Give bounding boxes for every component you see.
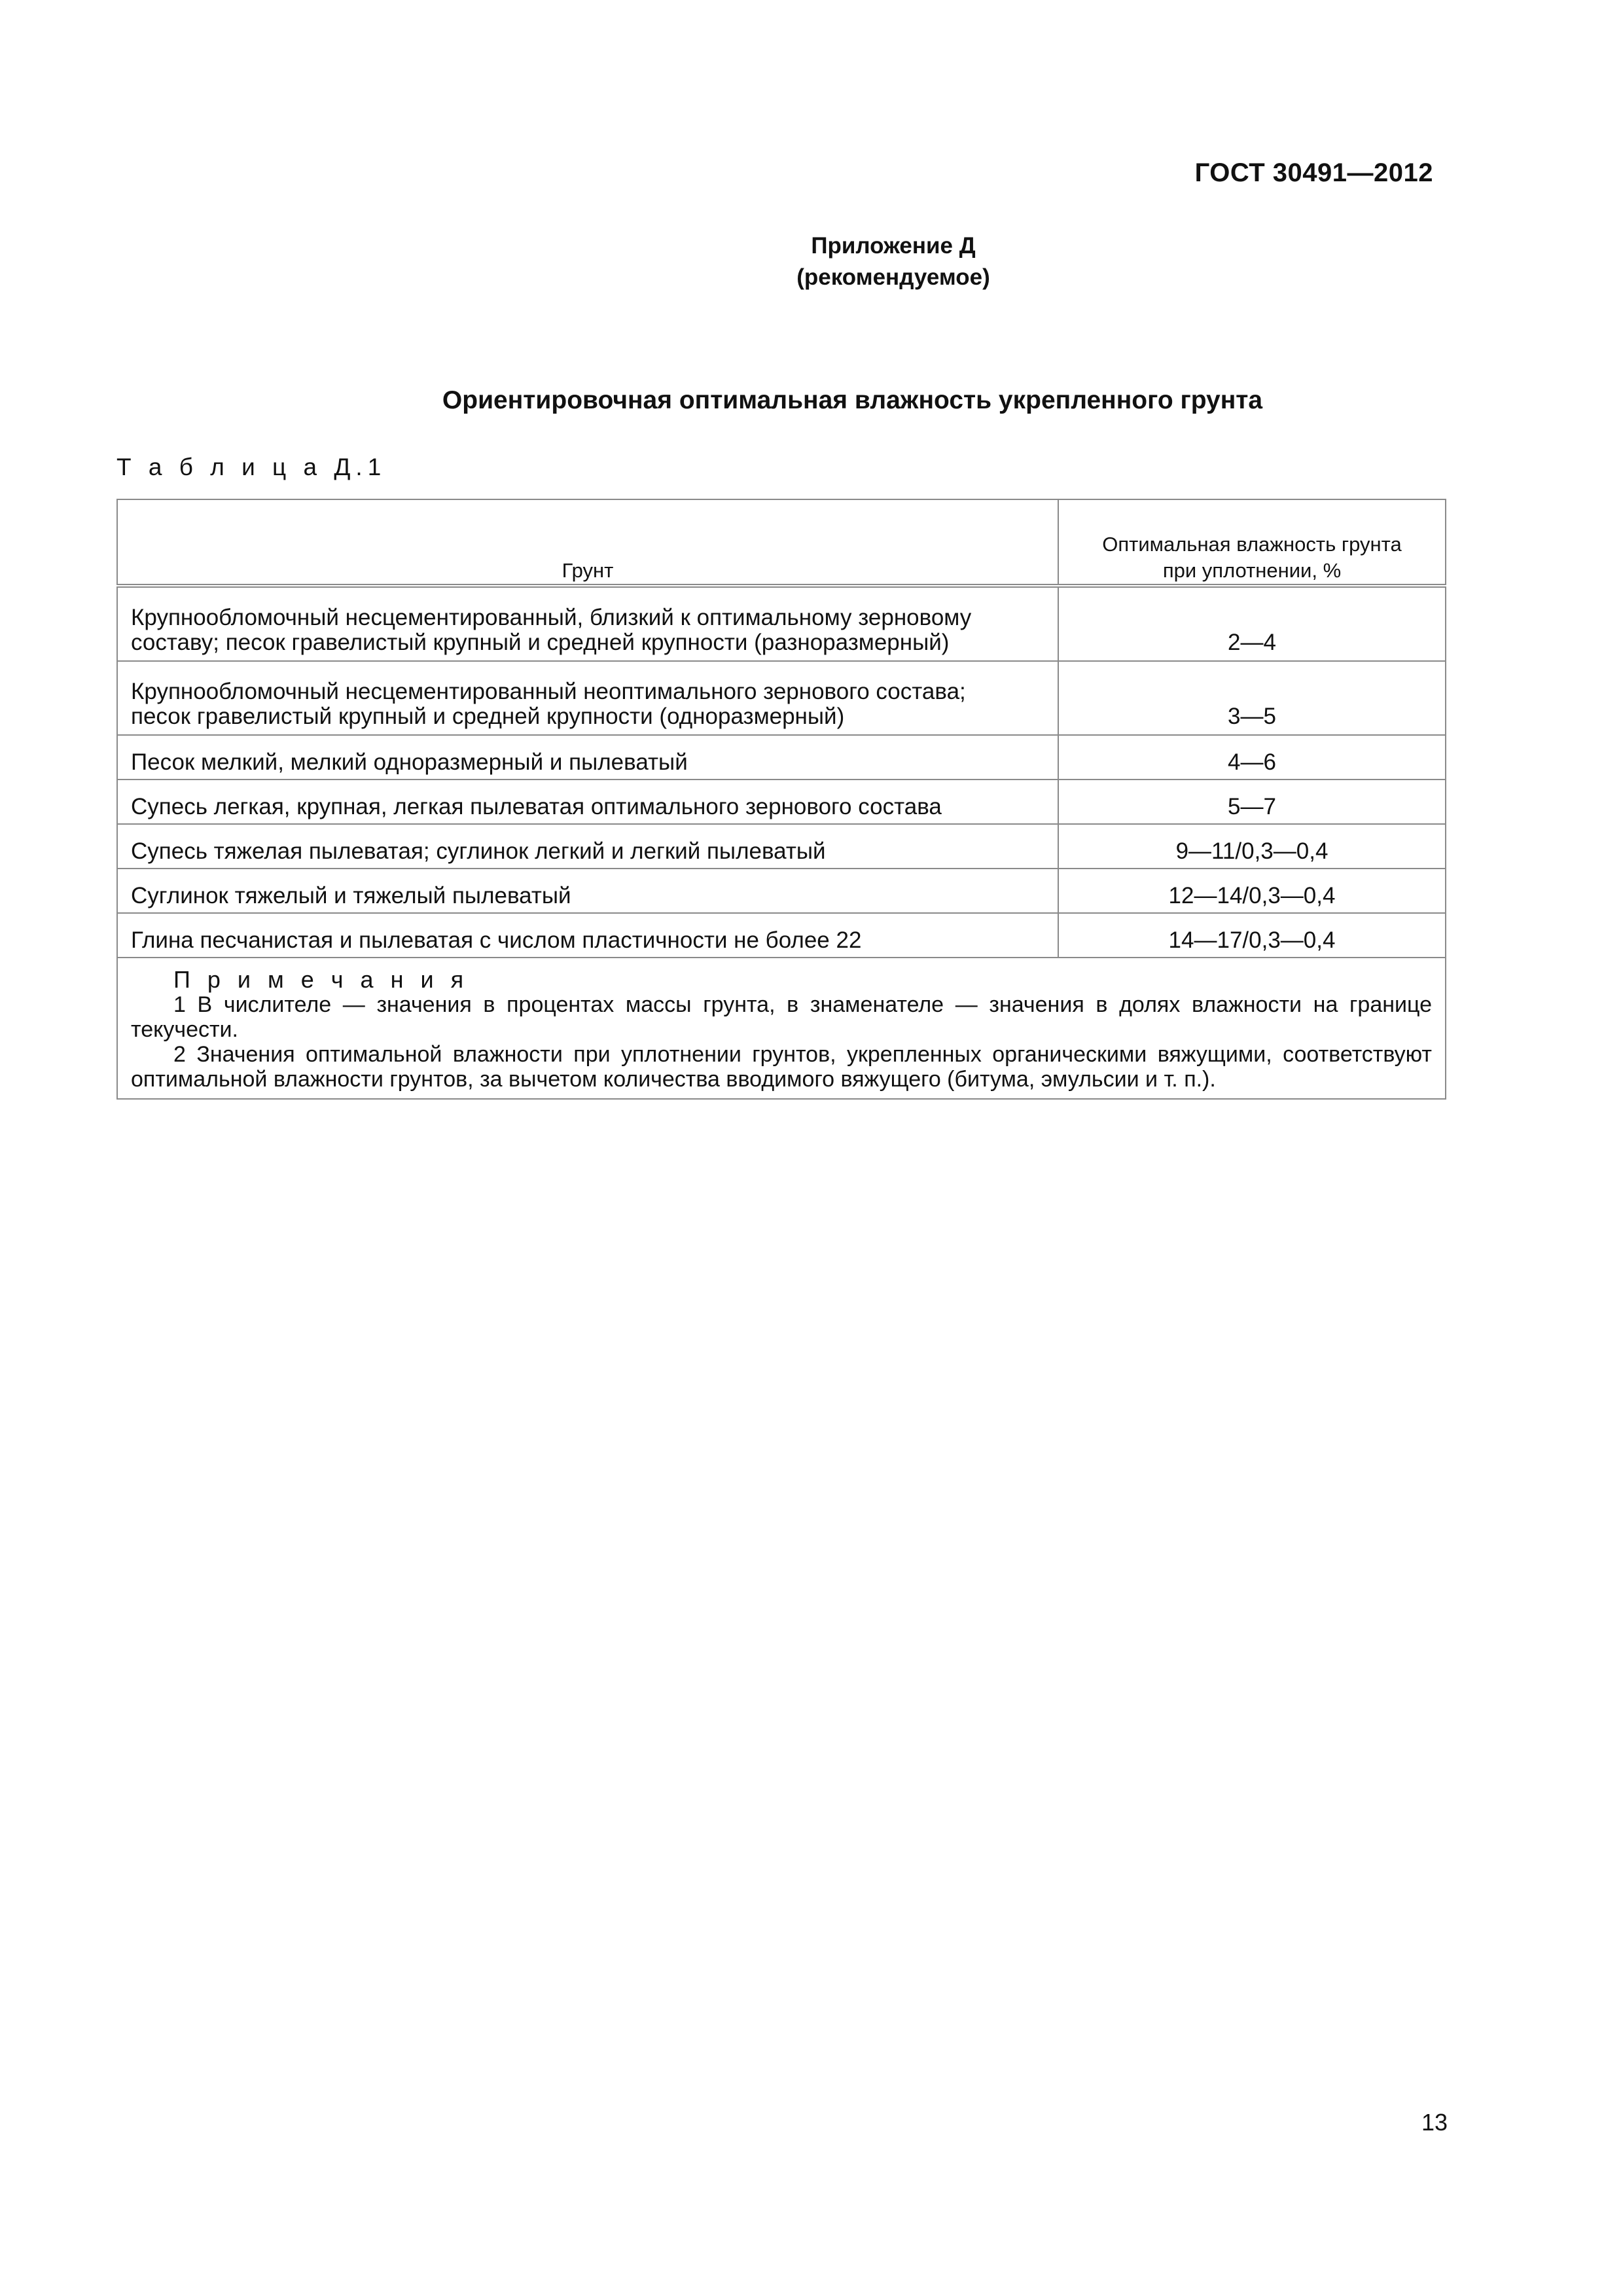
moisture-cell: 2—4 bbox=[1058, 586, 1446, 661]
moisture-cell: 4—6 bbox=[1058, 735, 1446, 780]
table-row bbox=[117, 913, 1446, 958]
table-row bbox=[117, 780, 1446, 824]
table-row bbox=[117, 869, 1446, 913]
note-item: 2 Значения оптимальной влажности при уплотнении грунтов, укрепленных органическими вяжущими, соответствуют оптимальной влажности грунтов, за вычетом количества вводимого вяжущего (битума, эмульсии и т. п.). bbox=[131, 1042, 1432, 1092]
soil-cell bbox=[117, 586, 1058, 661]
header-soil: Грунт bbox=[117, 499, 1058, 586]
soil-text-line1: Крупнообломочный несцементированный неоптимального зернового состава; bbox=[131, 679, 966, 704]
notes-cell bbox=[117, 958, 1446, 1099]
document-id: ГОСТ 30491—2012 bbox=[1194, 158, 1433, 187]
notes-title: П р и м е ч а н и я bbox=[173, 966, 469, 993]
page-title-text: Ориентировочная оптимальная влажность укрепленного грунта bbox=[442, 386, 1263, 414]
notes-row bbox=[117, 958, 1446, 1099]
header-moisture-line2: при уплотнении, % bbox=[1162, 559, 1342, 582]
soil-text-line2: песок гравелистый крупный и средней крупности (одноразмерный) bbox=[131, 704, 845, 729]
soil-cell: Песок мелкий, мелкий одноразмерный и пылеватый bbox=[117, 735, 1058, 780]
table-header-row bbox=[117, 499, 1446, 586]
soil-cell: Суглинок тяжелый и тяжелый пылеватый bbox=[117, 869, 1058, 913]
moisture-cell: 5—7 bbox=[1058, 780, 1446, 824]
header-moisture bbox=[1058, 499, 1446, 586]
soil-cell: Супесь тяжелая пылеватая; суглинок легкий и легкий пылеватый bbox=[117, 824, 1058, 869]
moisture-table bbox=[116, 499, 1446, 1100]
appendix-status: (рекомендуемое) bbox=[796, 264, 990, 290]
soil-cell: Глина песчанистая и пылеватая с числом пластичности не более 22 bbox=[117, 913, 1058, 958]
appendix-title: Приложение Д bbox=[811, 233, 976, 259]
page-number: 13 bbox=[1421, 2109, 1448, 2136]
soil-text-line1: Крупнообломочный несцементированный, близкий к оптимальному зерновому bbox=[131, 605, 972, 630]
table-row bbox=[117, 586, 1446, 661]
moisture-cell: 3—5 bbox=[1058, 661, 1446, 735]
page-title bbox=[0, 386, 1623, 415]
table-row bbox=[117, 735, 1446, 780]
soil-cell bbox=[117, 661, 1058, 735]
table-row bbox=[117, 824, 1446, 869]
soil-cell: Супесь легкая, крупная, легкая пылеватая оптимального зернового состава bbox=[117, 780, 1058, 824]
table-row bbox=[117, 661, 1446, 735]
note-item: 1 В числителе — значения в процентах массы грунта, в знаменателе — значения в долях влажности на границе текучести. bbox=[131, 992, 1432, 1042]
moisture-cell: 9—11/0,3—0,4 bbox=[1058, 824, 1446, 869]
moisture-cell: 12—14/0,3—0,4 bbox=[1058, 869, 1446, 913]
table-caption: Т а б л и ц а Д.1 bbox=[116, 454, 387, 480]
appendix-heading bbox=[0, 230, 1623, 293]
soil-text-line2: составу; песок гравелистый крупный и средней крупности (разноразмерный) bbox=[131, 630, 950, 655]
header-moisture-line1: Оптимальная влажность грунта bbox=[1102, 533, 1402, 556]
moisture-cell: 14—17/0,3—0,4 bbox=[1058, 913, 1446, 958]
